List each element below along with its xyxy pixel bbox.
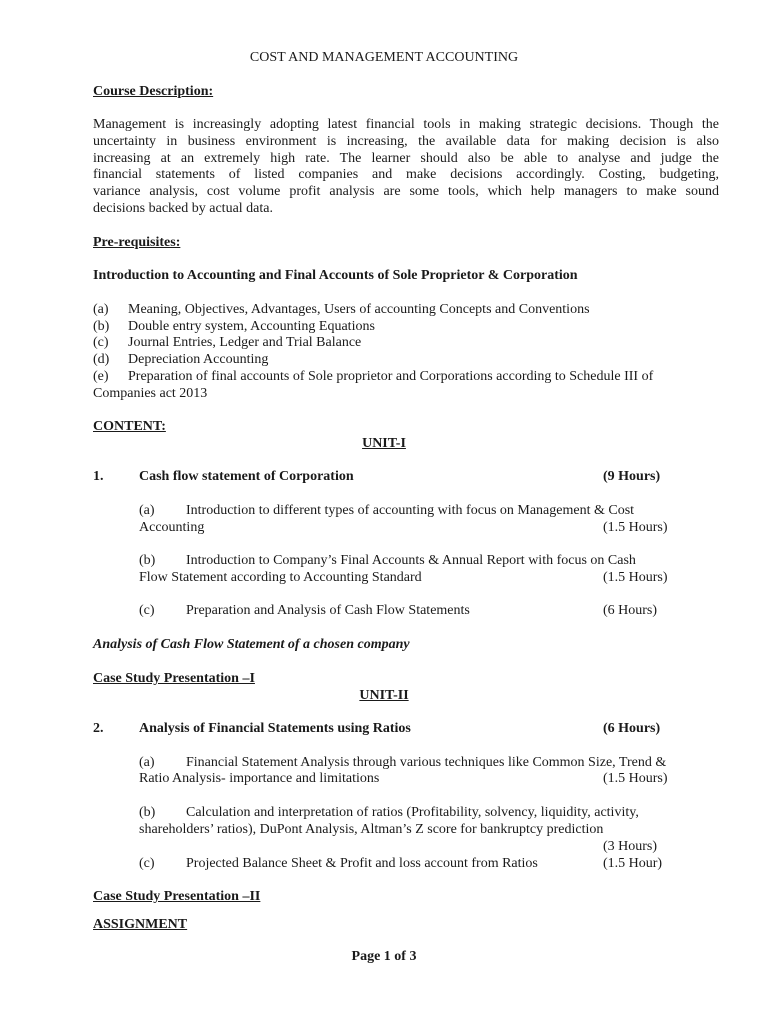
course-description-paragraph [93,117,719,218]
unit-2-number: 2. [93,721,104,736]
subitem-marker: (c) [139,603,155,618]
list-item: Double entry system, Accounting Equations [128,319,375,334]
subitem-text: Preparation and Analysis of Cash Flow Statements [186,603,470,618]
subitem-hours: (1.5 Hours) [603,771,668,786]
subitem-text: Introduction to Company’s Final Accounts & Annual Report with focus on Cash [186,553,636,568]
case-study-1: Case Study Presentation –I [93,671,255,686]
list-item-marker: (e) [93,369,109,384]
subitem-hours: (1.5 Hour) [603,856,663,871]
subitem-text: Projected Balance Sheet & Profit and loss account from Ratios [186,856,538,871]
unit-1-hours: (9 Hours) [603,469,661,484]
description-line: increasing at an extremely high rate. The learner should also be able to analyse and judge the [93,150,719,166]
unit-1-title: UNIT-I [362,436,406,451]
description-line: decisions backed by actual data. [93,200,273,216]
description-line: variance analysis, cost volume profit analysis are some tools, which help managers to make sound [93,184,719,200]
content-heading: CONTENT: [93,419,166,434]
subitem-marker: (b) [139,553,156,568]
description-line: Management is increasingly adopting latest financial tools in making strategic decisions. Though the [93,117,719,132]
subitem-text: Calculation and interpretation of ratios (Profitability, solvency, liquidity, activity, [186,805,639,820]
list-item: Preparation of final accounts of Sole proprietor and Corporations according to Schedule III of [128,369,654,384]
list-item: Depreciation Accounting [128,352,269,367]
subitem-marker: (a) [139,503,155,518]
description-line: financial statements of listed companies and make decisions accordingly. Costing, budgeting, [93,167,719,183]
prerequisites-subheading: Introduction to Accounting and Final Accounts of Sole Proprietor & Corporation [93,268,578,283]
subitem-hours: (1.5 Hours) [603,570,668,585]
prerequisites-heading: Pre-requisites: [93,235,181,250]
subitem-continuation: Accounting [139,520,205,535]
subitem-marker: (b) [139,805,156,820]
unit-2-title: UNIT-II [359,688,409,703]
subitem-hours: (3 Hours) [603,839,658,854]
subitem-marker: (c) [139,856,155,871]
list-item-marker: (c) [93,335,109,350]
subitem-text: Introduction to different types of accounting with focus on Management & Cost [186,503,635,518]
list-item-marker: (d) [93,352,110,367]
page-number: Page 1 of 3 [351,949,417,964]
list-item-marker: (a) [93,302,109,317]
unit-2-hours: (6 Hours) [603,721,661,736]
list-item-continuation: Companies act 2013 [93,386,208,401]
subitem-hours: (6 Hours) [603,603,658,618]
unit-1-topic: Cash flow statement of Corporation [139,469,354,484]
assignment-heading: ASSIGNMENT [93,917,188,932]
subitem-text: Financial Statement Analysis through various techniques like Common Size, Trend & [186,755,667,770]
list-item: Meaning, Objectives, Advantages, Users of accounting Concepts and Conventions [128,302,590,317]
description-line: uncertainty in business environment is increasing, the available data for making decision is also [93,133,719,149]
list-item: Journal Entries, Ledger and Trial Balance [128,335,362,350]
subitem-hours: (1.5 Hours) [603,520,668,535]
course-description-heading: Course Description: [93,84,214,99]
subitem-continuation: Flow Statement according to Accounting Standard [139,570,422,585]
list-item-marker: (b) [93,319,110,334]
analysis-note: Analysis of Cash Flow Statement of a chosen company [93,637,410,652]
unit-2-topic: Analysis of Financial Statements using Ratios [139,721,411,736]
page-title: COST AND MANAGEMENT ACCOUNTING [249,50,519,65]
case-study-2: Case Study Presentation –II [93,889,261,904]
subitem-continuation: Ratio Analysis- importance and limitations [139,771,380,786]
subitem-continuation: shareholders’ ratios), DuPont Analysis, Altman’s Z score for bankruptcy prediction [139,822,604,837]
unit-1-number: 1. [93,469,104,484]
subitem-marker: (a) [139,755,155,770]
